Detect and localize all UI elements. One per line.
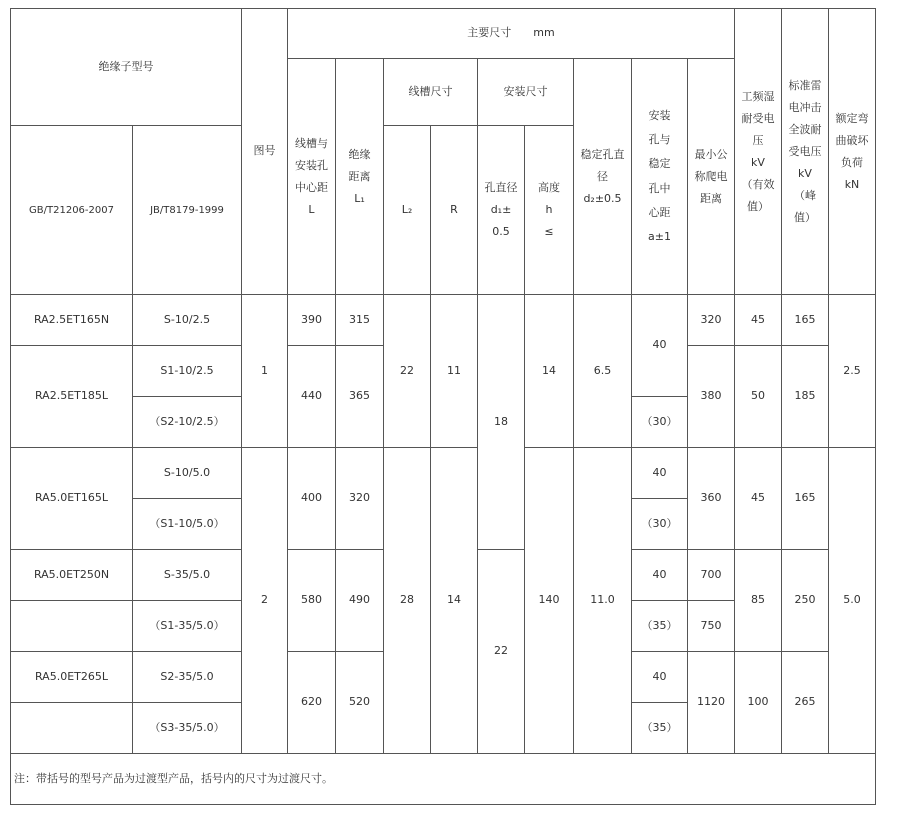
cell-figure-no: 1 [242, 295, 288, 448]
header-figure-no: 图号 [242, 9, 288, 295]
header-std-new: GB/T21206-2007 [11, 126, 133, 295]
cell-figure-no: 2 [242, 448, 288, 754]
cell-a: 40 [632, 550, 688, 601]
cell-L: 580 [288, 550, 336, 652]
cell-rated-load: 2.5 [829, 295, 876, 448]
cell-power-freq-voltage: 45 [735, 448, 782, 550]
header-lightning-impulse: 标准雷 电冲击 全波耐 受电压 kV （峰 值） [782, 9, 829, 295]
cell-creepage: 360 [688, 448, 735, 550]
header-mount-dims: 安装尺寸 [478, 59, 574, 126]
cell-model: RA5.0ET165L [11, 448, 133, 550]
cell-model-empty [11, 601, 133, 652]
cell-lightning-impulse: 250 [782, 550, 829, 652]
cell-old-model: （S1-35/5.0） [133, 601, 242, 652]
cell-L: 390 [288, 295, 336, 346]
cell-L2: 22 [384, 295, 431, 448]
cell-L1: 520 [336, 652, 384, 754]
cell-old-model: S-35/5.0 [133, 550, 242, 601]
cell-creepage: 700 [688, 550, 735, 601]
header-model-group: 绝缘子型号 [11, 9, 242, 126]
header-col-d2: 稳定孔直 径 d₂±0.5 [574, 59, 632, 295]
header-std-old: JB/T8179-1999 [133, 126, 242, 295]
header-col-L: 线槽与 安装孔 中心距 L [288, 59, 336, 295]
cell-L1: 490 [336, 550, 384, 652]
cell-lightning-impulse: 165 [782, 448, 829, 550]
cell-model: RA5.0ET250N [11, 550, 133, 601]
header-col-L1: 绝缘 距离 L₁ [336, 59, 384, 295]
cell-R: 14 [431, 448, 478, 754]
cell-L1: 320 [336, 448, 384, 550]
cell-L1: 315 [336, 295, 384, 346]
cell-L2: 28 [384, 448, 431, 754]
cell-creepage: 320 [688, 295, 735, 346]
header-col-d1: 孔直径 d₁± 0.5 [478, 126, 525, 295]
cell-model: RA5.0ET265L [11, 652, 133, 703]
cell-rated-load: 5.0 [829, 448, 876, 754]
cell-creepage: 380 [688, 346, 735, 448]
cell-a: （35） [632, 703, 688, 754]
cell-a: （30） [632, 397, 688, 448]
header-col-creepage: 最小公 称爬电 距离 [688, 59, 735, 295]
cell-R: 11 [431, 295, 478, 448]
cell-h: 14 [525, 295, 574, 448]
header-groove-dims: 线槽尺寸 [384, 59, 478, 126]
header-col-R: R [431, 126, 478, 295]
cell-old-model: S-10/2.5 [133, 295, 242, 346]
cell-model: RA2.5ET165N [11, 295, 133, 346]
table-footnote: 注：带括号的型号产品为过渡型产品，括号内的尺寸为过渡尺寸。 [11, 754, 876, 805]
cell-a: （35） [632, 601, 688, 652]
header-rated-load: 额定弯 曲破坏 负荷 kN [829, 9, 876, 295]
cell-lightning-impulse: 265 [782, 652, 829, 754]
cell-old-model: S-10/5.0 [133, 448, 242, 499]
cell-a: 40 [632, 295, 688, 397]
cell-creepage: 750 [688, 601, 735, 652]
insulator-spec-table [10, 8, 876, 805]
cell-model: RA2.5ET185L [11, 346, 133, 448]
cell-power-freq-voltage: 85 [735, 550, 782, 652]
cell-L1: 365 [336, 346, 384, 448]
cell-a: 40 [632, 448, 688, 499]
cell-lightning-impulse: 165 [782, 295, 829, 346]
cell-L: 620 [288, 652, 336, 754]
cell-L: 440 [288, 346, 336, 448]
cell-L: 400 [288, 448, 336, 550]
cell-old-model: S1-10/2.5 [133, 346, 242, 397]
header-main-dims: 主要尺寸 mm [288, 9, 735, 59]
cell-old-model: （S1-10/5.0） [133, 499, 242, 550]
cell-d1: 18 [478, 295, 525, 550]
cell-d2: 6.5 [574, 295, 632, 448]
cell-old-model: （S2-10/2.5） [133, 397, 242, 448]
cell-power-freq-voltage: 100 [735, 652, 782, 754]
cell-a: 40 [632, 652, 688, 703]
cell-d2: 11.0 [574, 448, 632, 754]
cell-creepage: 1120 [688, 652, 735, 754]
cell-a: （30） [632, 499, 688, 550]
cell-model-empty [11, 703, 133, 754]
header-col-h: 高度 h ≤ [525, 126, 574, 295]
cell-h: 140 [525, 448, 574, 754]
header-col-L2: L₂ [384, 126, 431, 295]
cell-old-model: S2-35/5.0 [133, 652, 242, 703]
cell-old-model: （S3-35/5.0） [133, 703, 242, 754]
cell-d1: 22 [478, 550, 525, 754]
cell-power-freq-voltage: 45 [735, 295, 782, 346]
cell-power-freq-voltage: 50 [735, 346, 782, 448]
header-col-a: 安装 孔与 稳定 孔中 心距 a±1 [632, 59, 688, 295]
cell-lightning-impulse: 185 [782, 346, 829, 448]
header-power-freq-voltage: 工频湿 耐受电 压 kV （有效 值） [735, 9, 782, 295]
